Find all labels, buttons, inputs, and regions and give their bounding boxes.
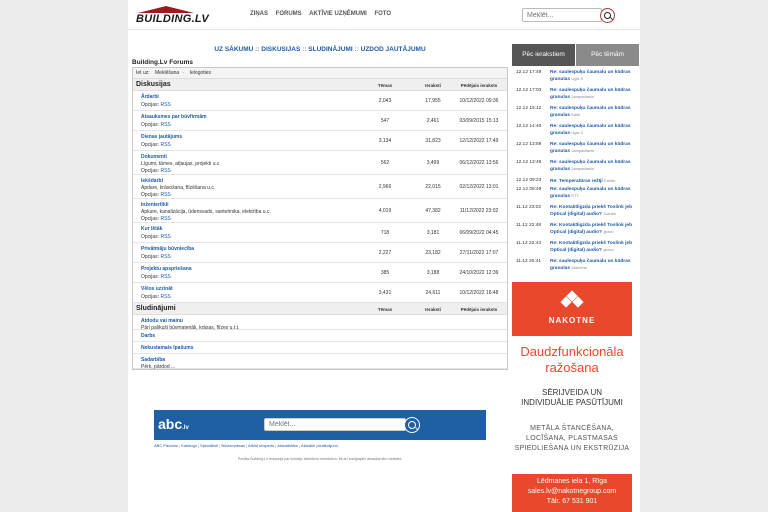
forum-topics: 3,134 [378, 138, 392, 144]
forum-topics: 2,966 [378, 184, 392, 190]
section-title: Sludinājumi [136, 305, 176, 312]
nav-news[interactable]: ZIŅAS [250, 11, 268, 17]
search-input[interactable] [522, 8, 602, 22]
forum-row [133, 151, 507, 175]
forum-link[interactable]: Projektu apspriešana [141, 266, 192, 272]
forum-link[interactable]: Inženiertīkli [141, 202, 169, 208]
post-author: Vidzeme [571, 265, 587, 270]
right-column [512, 44, 640, 512]
forum-row [133, 315, 507, 330]
tab-by-topics[interactable]: Pēc tēmām [576, 44, 639, 66]
post-link[interactable]: Re: saulespuķu čaumalu un kūdras granulas Ugis S [550, 124, 631, 136]
recent-tabs [512, 44, 640, 66]
search-icon[interactable] [600, 8, 615, 23]
abc-link[interactable]: Atbild eksperts [248, 443, 275, 448]
forum-options: Opcijas: RSS [141, 122, 171, 128]
abc-banner [154, 410, 486, 440]
forum-row [133, 131, 507, 151]
forum-options: Opcijas: RSS [141, 234, 171, 240]
column-header-topics: Tēmas [377, 307, 393, 312]
post-time: 11.12 23:02 [516, 205, 541, 210]
post-link[interactable]: Re: saulespuķu čaumalu un kūdras granulas Ugis S [550, 70, 631, 82]
post-link[interactable]: Re: Kontaktligzda priekš Toslink jeb Optical (digital) audio? gbroo [550, 241, 633, 253]
rss-link[interactable]: RSS [160, 122, 171, 128]
forum-link[interactable]: Darbs [141, 333, 156, 339]
nakotne-logo-icon [562, 292, 582, 310]
post-author: Jampadracis [571, 94, 595, 99]
ad-panel [512, 336, 632, 512]
recent-post [516, 178, 638, 187]
forum-posts: 22,015 [425, 184, 441, 190]
post-author: Ugis S [571, 130, 584, 135]
forum-link[interactable]: Dienas jautājums [141, 134, 183, 140]
nav-companies[interactable]: AKTĪVIE UZŅĒMUMI [309, 11, 367, 17]
footer-disclaimer: Portāla Building.Lv redakcija par lietotāju izteiktiem viedokļiem, kā arī sniegtajām atsauksmēm neatbild. [237, 457, 403, 461]
ad-contact: Lēdmanes iela 1, Rīga sales.lv@nakotnegroup.com Tālr. 67 531 901 [512, 474, 632, 512]
post-time: 12.12 13:59 [516, 142, 542, 147]
rss-link[interactable]: RSS [160, 216, 171, 222]
forum-last: 06/12/2022 13:56 [459, 160, 499, 166]
forum-topics: 547 [380, 118, 390, 124]
forum-link[interactable]: Privātmāju būvniecība [141, 246, 195, 252]
forum-link[interactable]: Iekšdarbi [141, 178, 163, 184]
nav-photo[interactable]: FOTO [374, 11, 392, 17]
post-time: 12.12 13:49 [516, 160, 542, 165]
forum-last: 06/09/2022 04:45 [459, 230, 499, 236]
post-author: Emiler [604, 178, 616, 183]
post-link[interactable]: Re: saulespuķu čaumalu un kūdras granulas Jampadracis [550, 88, 631, 100]
forum-topics: 718 [380, 230, 390, 236]
forum-row [133, 223, 507, 243]
forum-last: 03/09/2015 15:13 [459, 118, 499, 124]
post-author: gbroo [603, 229, 614, 234]
abc-links: ABC Padoms | Katalogs | Speciālisti | Būvizmaksas | Atbild eksperts | Aktualitātes | Aktuālie piedāvājumi [154, 443, 338, 448]
forum-options: Opcijas: RSS [141, 142, 171, 148]
recent-post [516, 205, 638, 223]
goto-login[interactable]: Ielogoties [189, 70, 212, 76]
post-link[interactable]: Re: Kontaktligzda priekš Toslink jeb Optical (digital) audio? gbroo [550, 223, 633, 235]
post-link[interactable]: Re: Kontaktligzda priekš Toslink jeb Optical (digital) audio? Jozhke [550, 205, 633, 217]
forum-table [132, 67, 508, 370]
goto-row: Iet uz: Meklēšana · Ielogoties [133, 68, 507, 79]
column-header-last: Pēdējais ieraksts [460, 83, 498, 88]
crumb-home[interactable]: UZ SĀKUMU [214, 46, 254, 53]
crumb-classifieds[interactable]: SLUDINĀJUMI [308, 46, 353, 53]
forum-title: Building.Lv Forums [132, 59, 194, 66]
forum-link[interactable]: Atdodu vai mainu [141, 318, 183, 324]
post-time: 12.12 09:23 [516, 178, 542, 183]
forum-last: 27/11/2022 17:07 [459, 250, 499, 256]
post-link[interactable]: Re: saulespuķu čaumalu un kūdras granulas ETT [550, 187, 631, 199]
abc-search-input[interactable] [264, 418, 406, 431]
logo-text: BUILDING.LV [136, 13, 209, 25]
rss-link[interactable]: RSS [160, 192, 171, 198]
recent-post [516, 160, 638, 178]
post-author: gbroo [603, 247, 614, 252]
post-time: 12.12 14:40 [516, 124, 542, 129]
forum-link[interactable]: Vēlos uzzināt [141, 286, 173, 292]
abc-link[interactable]: Speciālisti [200, 443, 219, 448]
forum-description: Pērk, pārdod ... [141, 364, 176, 370]
page [128, 0, 640, 512]
roof-icon [138, 6, 194, 13]
post-link[interactable]: Re: saulespuķu čaumalu un kūdras granulas Jampadracis [550, 160, 631, 172]
forum-row [133, 175, 507, 199]
forum-options: Opcijas: RSS [141, 192, 171, 198]
post-author: Kalle [571, 112, 581, 117]
forum-last: 11/12/2022 23:02 [459, 208, 499, 214]
forum-row [133, 263, 507, 283]
forum-description: Pāri palikuši būvmateriāli, krāsas, flīzes u.t.t. [141, 325, 240, 331]
goto-search[interactable]: Meklēšana [155, 70, 180, 76]
post-link[interactable]: Re: saulespuķu čaumalu un kūdras granulas Kalle [550, 106, 631, 118]
forum-row [133, 283, 507, 303]
abc-link[interactable]: Aktuālie piedāvājumi [301, 443, 338, 448]
forum-row [133, 330, 507, 342]
forum-topics: 2,043 [378, 98, 392, 104]
forum-posts: 31,823 [425, 138, 441, 144]
post-author: Ugis S [571, 76, 584, 81]
post-time: 12.12 17:03 [516, 88, 542, 93]
forum-description: Apkure, kanalizācija, ūdensvads, santehnika, elektrība u.c. [141, 209, 271, 215]
forum-sections [133, 79, 507, 369]
post-author: Jampadracis [571, 148, 595, 153]
ad-brand: NAKOTNE [548, 316, 596, 325]
forum-link[interactable]: Atsauksmes par būvfirmām [141, 114, 207, 120]
rss-link[interactable]: RSS [160, 168, 171, 174]
forum-topics: 562 [380, 160, 390, 166]
rss-link[interactable]: RSS [160, 254, 171, 260]
abc-logo[interactable]: abc.lv [158, 416, 189, 432]
recent-post [516, 88, 638, 106]
post-time: 11.12 20:41 [516, 259, 541, 264]
goto-label: Iet uz: [136, 70, 150, 76]
abc-link[interactable]: Būvizmaksas [221, 443, 245, 448]
recent-post [516, 259, 638, 277]
abc-link[interactable]: ABC Padoms [154, 443, 179, 448]
breadcrumb: UZ SĀKUMU :: DISKUSIJAS :: SLUDINĀJUMI :: UZDOD JAUTĀJUMU [214, 46, 426, 53]
post-time: 12.12 17:49 [516, 70, 542, 75]
recent-post [516, 142, 638, 160]
forum-description: Apdare, krāsošana, flīzēšana u.c. [141, 185, 216, 191]
section-header [133, 303, 507, 315]
nav-forum[interactable]: FORUMS [275, 11, 302, 17]
recent-post [516, 223, 638, 241]
forum-row [133, 111, 507, 131]
post-time: 12.12 15:12 [516, 106, 542, 111]
post-time: 12.12 08:49 [516, 187, 542, 192]
recent-post [516, 70, 638, 88]
forum-description: Līgumi, tāmes, atļaujas, projekti u.c [141, 161, 220, 167]
forum-last: 10/12/2022 16:48 [459, 290, 499, 296]
site-logo[interactable] [136, 6, 209, 26]
recent-post [516, 187, 638, 205]
column-header-posts: Ieraksti [425, 307, 441, 312]
forum-options: Opcijas: RSS [141, 168, 171, 174]
forum-link[interactable]: Dokumenti [141, 154, 167, 160]
forum-options: Opcijas: RSS [141, 274, 171, 280]
post-link[interactable]: Re: saulespuķu čaumalu un kūdras granulas Vidzeme [550, 259, 631, 271]
forum-options: Opcijas: RSS [141, 294, 171, 300]
rss-link[interactable]: RSS [160, 234, 171, 240]
recent-posts [516, 70, 638, 277]
forum-topics: 3,431 [378, 290, 392, 296]
forum-row [133, 199, 507, 223]
forum-topics: 4,019 [378, 208, 392, 214]
forum-posts: 3,181 [426, 230, 440, 236]
forum-options: Opcijas: RSS [141, 216, 171, 222]
rss-link[interactable]: RSS [160, 102, 171, 108]
abc-search-icon[interactable] [404, 417, 420, 433]
forum-row [133, 342, 507, 354]
section-title: Diskusijas [136, 81, 171, 88]
forum-link[interactable]: Sadarbība [141, 357, 166, 363]
forum-last: 10/12/2022 09:36 [459, 98, 499, 104]
post-author: Jampadracis [571, 166, 595, 171]
section-header [133, 79, 507, 91]
forum-options: Opcijas: RSS [141, 102, 171, 108]
forum-posts: 24,611 [425, 290, 441, 296]
abc-link[interactable]: Katalogs [181, 443, 197, 448]
forum-topics: 385 [380, 270, 390, 276]
forum-row [133, 91, 507, 111]
main-nav [250, 11, 397, 17]
site-header [128, 0, 640, 30]
forum-posts: 47,382 [425, 208, 441, 214]
recent-post [516, 241, 638, 259]
post-author: Jozhke [603, 211, 616, 216]
crumb-ask-question[interactable]: UZDOD JAUTĀJUMU [360, 46, 426, 53]
forum-last: 02/12/2022 13:01 [459, 184, 499, 190]
post-link[interactable]: Re: Temperatūras režīji Emiler [550, 178, 616, 184]
forum-link[interactable]: Nekustamais īpašums [141, 345, 194, 351]
recent-post [516, 124, 638, 142]
forum-posts: 17,955 [425, 98, 441, 104]
column-header-posts: Ieraksti [425, 83, 441, 88]
rss-link[interactable]: RSS [160, 142, 171, 148]
forum-posts: 23,182 [425, 250, 441, 256]
forum-link[interactable]: Kur lētāk [141, 226, 163, 232]
forum-posts: 3,499 [426, 160, 440, 166]
ad-services: METĀLA ŠTANCĒŠANA, LOCĪŠANA, PLASTMASAS SPIEDLIEŠANA UN EKSTRŪZIJA [514, 425, 630, 452]
forum-row [133, 243, 507, 263]
crumb-discussions[interactable]: DISKUSIJAS [261, 46, 301, 53]
forum-topics: 2,227 [378, 250, 392, 256]
ad-headline: Daudzfunkcionāla ražošana [520, 344, 624, 375]
forum-row [133, 354, 507, 369]
post-time: 11.12 22:48 [516, 223, 541, 228]
forum-options: Opcijas: RSS [141, 254, 171, 260]
tab-by-posts[interactable]: Pēc ierakstiem [512, 44, 575, 66]
recent-post [516, 106, 638, 124]
forum-last: 24/10/2022 12:39 [459, 270, 499, 276]
nakotne-ad[interactable] [512, 282, 632, 512]
forum-posts: 2,461 [426, 118, 440, 124]
column-header-topics: Tēmas [377, 83, 393, 88]
abc-link[interactable]: Aktualitātes [277, 443, 298, 448]
column-header-last: Pēdējais ieraksts [460, 307, 498, 312]
post-link[interactable]: Re: saulespuķu čaumalu un kūdras granulas Jampadracis [550, 142, 631, 154]
rss-link[interactable]: RSS [160, 274, 171, 280]
ad-subheadline: SĒRIJVEIDA UN INDIVIDUĀLIE PASŪTĪJUMI [521, 388, 623, 407]
rss-link[interactable]: RSS [160, 294, 171, 300]
post-time: 11.12 22:43 [516, 241, 541, 246]
forum-last: 12/12/2022 17:49 [459, 138, 499, 144]
forum-posts: 3,188 [426, 270, 440, 276]
post-author: ETT [571, 193, 579, 198]
forum-link[interactable]: Ārdarbi [141, 94, 159, 100]
